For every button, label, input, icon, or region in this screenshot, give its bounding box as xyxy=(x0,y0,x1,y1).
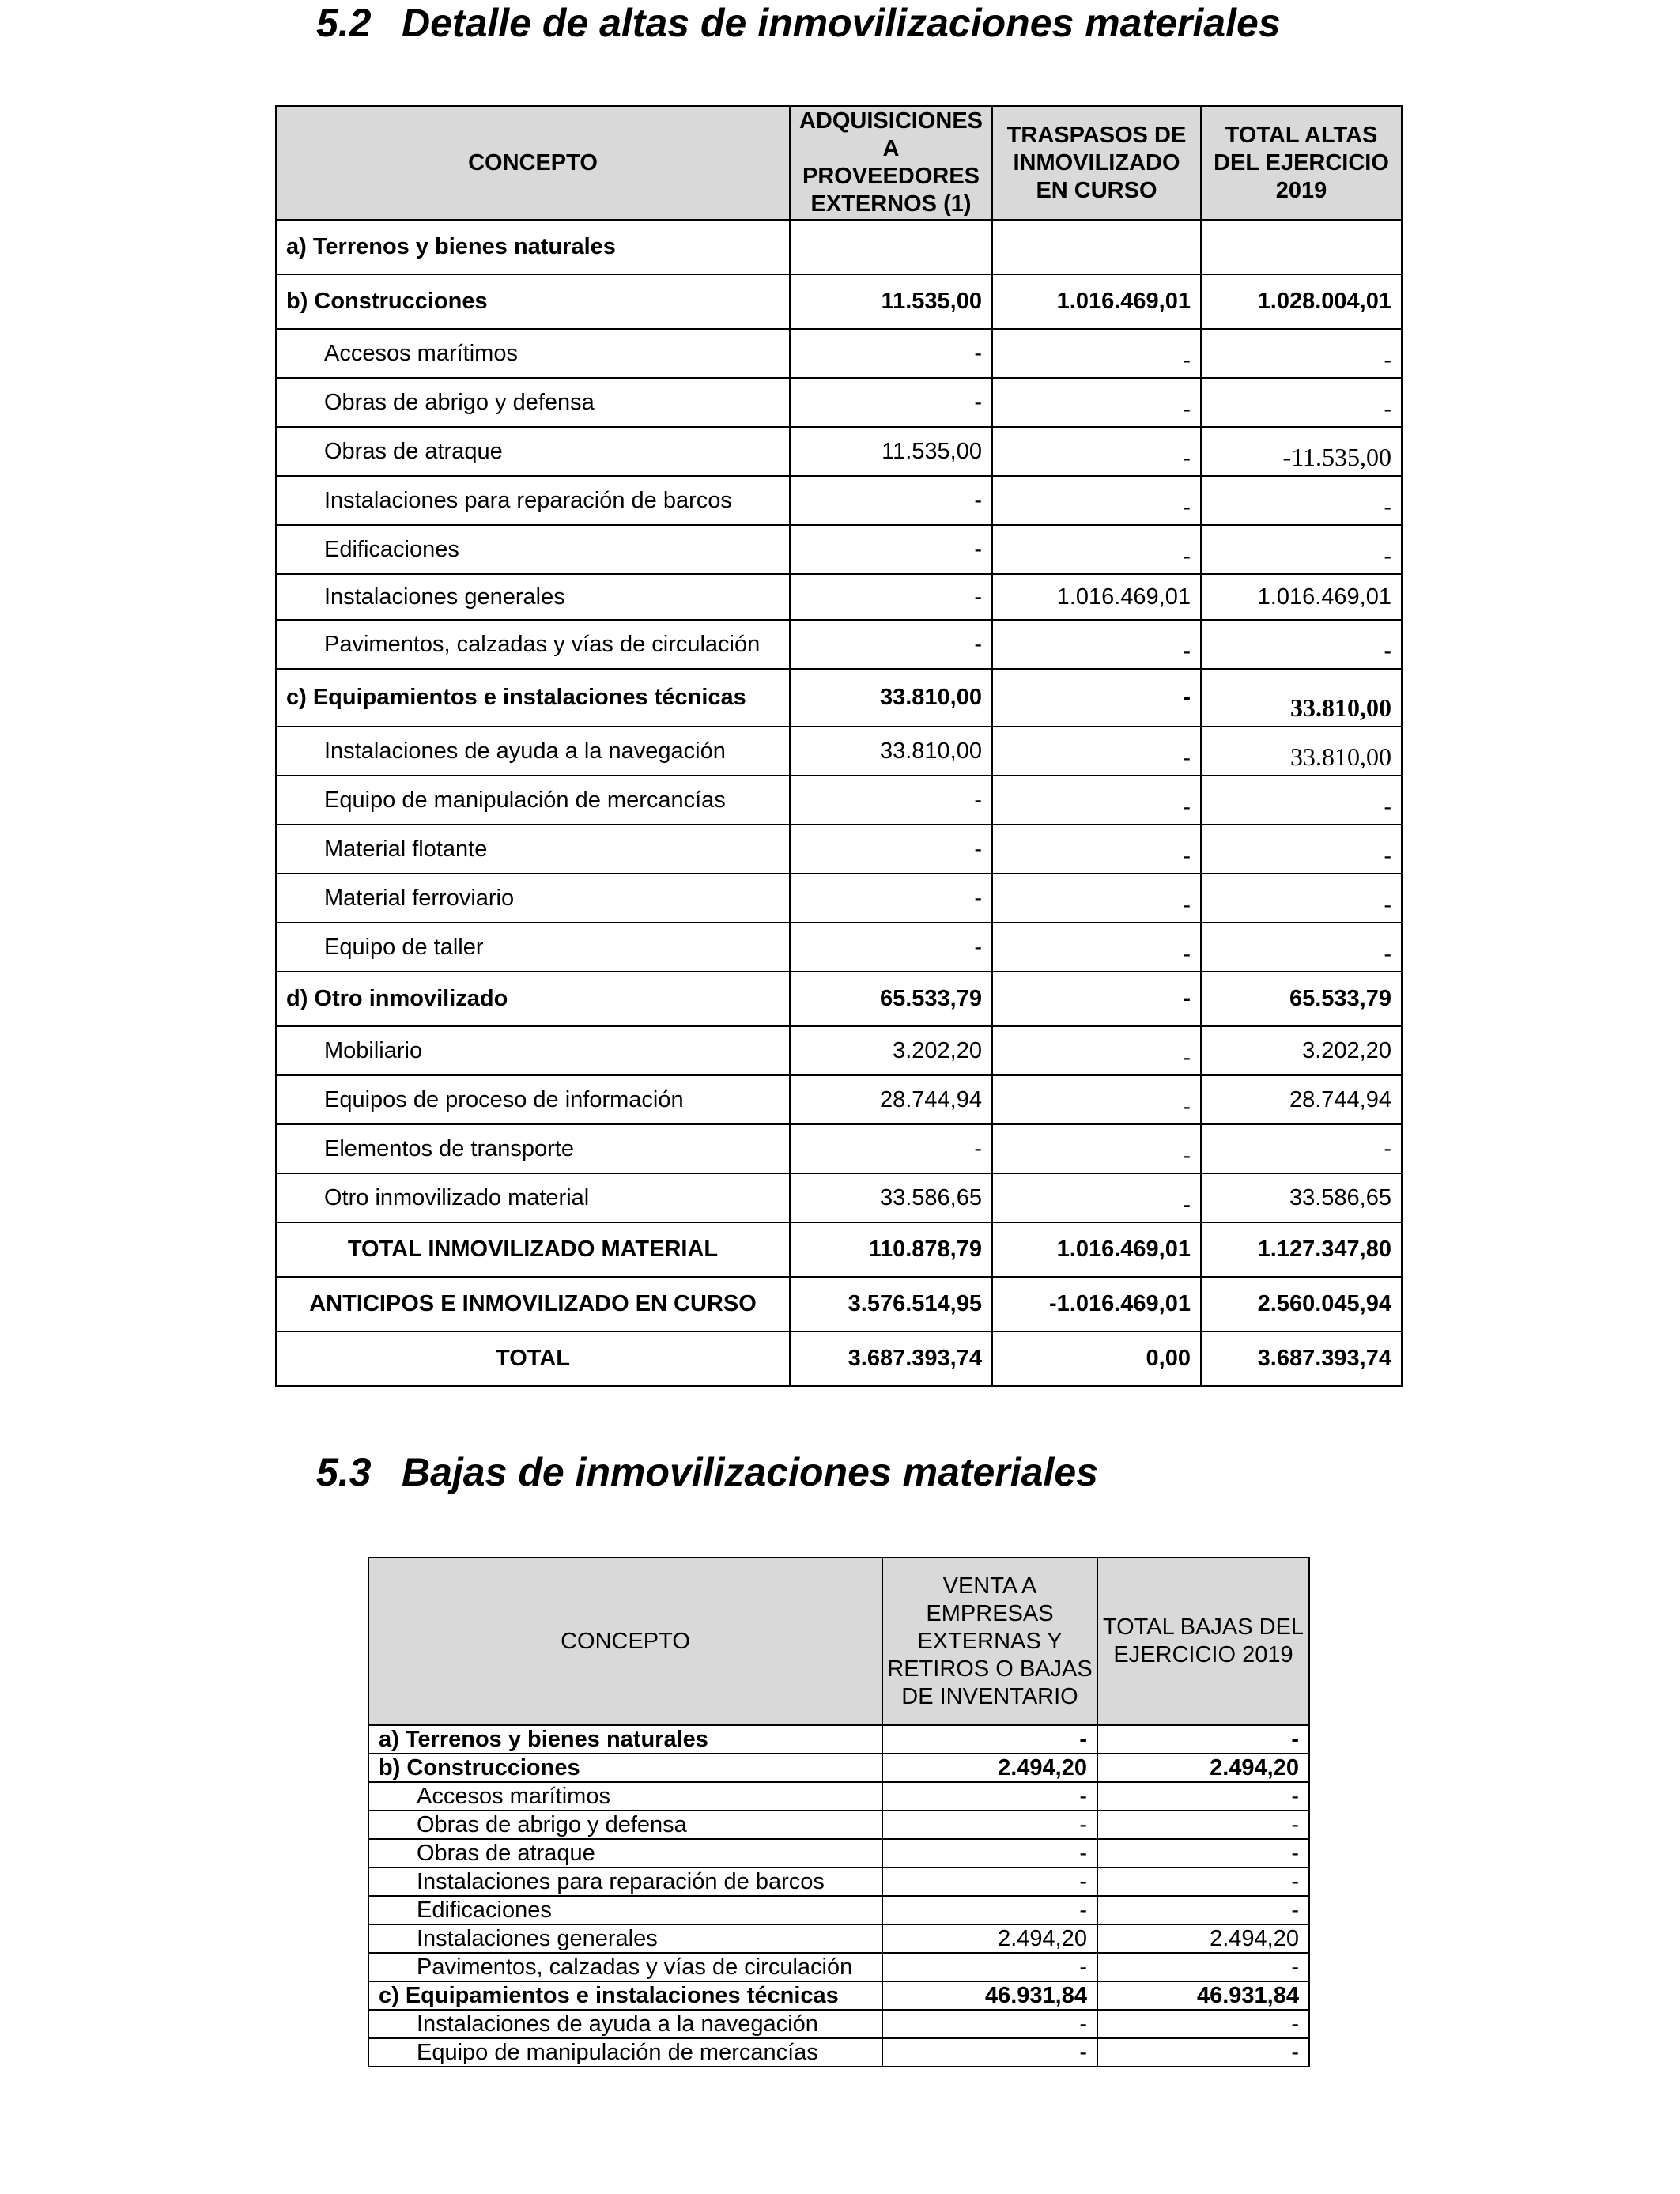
total-altas-cell: - xyxy=(1201,525,1402,574)
adquisiciones-cell: 11.535,00 xyxy=(790,427,992,476)
traspasos-cell: - xyxy=(992,874,1201,923)
traspasos-cell: - xyxy=(992,1075,1201,1124)
header-total-bajas: TOTAL BAJAS DEL EJERCICIO 2019 xyxy=(1097,1558,1309,1725)
concept-cell: b) Construcciones xyxy=(368,1754,882,1782)
adquisiciones-cell: - xyxy=(790,874,992,923)
table-row xyxy=(276,1124,1402,1173)
concept-cell: ANTICIPOS E INMOVILIZADO EN CURSO xyxy=(276,1277,790,1331)
traspasos-cell: 1.016.469,01 xyxy=(992,574,1201,620)
table-row xyxy=(276,525,1402,574)
concept-cell: Obras de abrigo y defensa xyxy=(368,1811,882,1839)
header-adquisiciones: ADQUISICIONES A PROVEEDORES EXTERNOS (1) xyxy=(790,106,992,220)
traspasos-cell: - xyxy=(992,427,1201,476)
concept-cell: c) Equipamientos e instalaciones técnicas xyxy=(368,1981,882,2010)
total-altas-cell: 28.744,94 xyxy=(1201,1075,1402,1124)
total-altas-cell: - xyxy=(1201,923,1402,972)
total-bajas-cell: - xyxy=(1097,1839,1309,1867)
traspasos-cell: 1.016.469,01 xyxy=(992,274,1201,329)
concept-cell: Obras de atraque xyxy=(276,427,790,476)
total-bajas-cell: 2.494,20 xyxy=(1097,1754,1309,1782)
total-altas-cell xyxy=(1201,220,1402,274)
table-row xyxy=(276,874,1402,923)
concept-cell: Equipo de manipulación de mercancías xyxy=(276,776,790,825)
total-bajas-cell: - xyxy=(1097,1782,1309,1811)
table-row xyxy=(276,329,1402,378)
section-title-text: Detalle de altas de inmovilizaciones materiales xyxy=(402,1,1281,45)
traspasos-cell: - xyxy=(992,972,1201,1026)
venta-cell: - xyxy=(882,2010,1097,2038)
total-bajas-cell: - xyxy=(1097,1896,1309,1924)
total-altas-cell: 1.016.469,01 xyxy=(1201,574,1402,620)
table-row xyxy=(368,1725,1309,1754)
total-altas-cell: - xyxy=(1201,620,1402,669)
total-bajas-cell: - xyxy=(1097,1867,1309,1896)
adquisiciones-cell: - xyxy=(790,923,992,972)
concept-cell: a) Terrenos y bienes naturales xyxy=(276,220,790,274)
table-row xyxy=(368,1981,1309,2010)
concept-cell: Accesos marítimos xyxy=(276,329,790,378)
table-row xyxy=(368,1782,1309,1811)
table-row xyxy=(276,727,1402,776)
concept-cell: Instalaciones generales xyxy=(368,1924,882,1953)
table-row xyxy=(276,1222,1402,1277)
traspasos-cell: - xyxy=(992,669,1201,727)
venta-cell: - xyxy=(882,1839,1097,1867)
altas-table xyxy=(275,105,1403,1387)
table-row xyxy=(368,1896,1309,1924)
total-altas-cell: - xyxy=(1201,378,1402,427)
adquisiciones-cell: 33.810,00 xyxy=(790,669,992,727)
table-row xyxy=(276,378,1402,427)
total-altas-cell: 2.560.045,94 xyxy=(1201,1277,1402,1331)
total-altas-cell: 3.202,20 xyxy=(1201,1026,1402,1075)
concept-cell: Pavimentos, calzadas y vías de circulación xyxy=(276,620,790,669)
concept-cell: Edificaciones xyxy=(276,525,790,574)
total-altas-cell: 65.533,79 xyxy=(1201,972,1402,1026)
adquisiciones-cell: 65.533,79 xyxy=(790,972,992,1026)
venta-cell: 2.494,20 xyxy=(882,1754,1097,1782)
concept-cell: Instalaciones de ayuda a la navegación xyxy=(368,2010,882,2038)
traspasos-cell: - xyxy=(992,825,1201,874)
concept-cell: Equipos de proceso de información xyxy=(276,1075,790,1124)
table-row xyxy=(276,825,1402,874)
table-row xyxy=(276,972,1402,1026)
concept-cell: Equipo de manipulación de mercancías xyxy=(368,2038,882,2067)
total-bajas-cell: - xyxy=(1097,1811,1309,1839)
table-row xyxy=(368,2038,1309,2067)
total-altas-cell: - xyxy=(1201,1124,1402,1173)
traspasos-cell: - xyxy=(992,329,1201,378)
total-altas-cell: - xyxy=(1201,825,1402,874)
section-title-text: Bajas de inmovilizaciones materiales xyxy=(402,1450,1098,1494)
traspasos-cell xyxy=(992,220,1201,274)
total-altas-cell: 1.127.347,80 xyxy=(1201,1222,1402,1277)
table-row xyxy=(368,1924,1309,1953)
total-altas-cell: - xyxy=(1201,776,1402,825)
table-row xyxy=(368,1754,1309,1782)
table-header-row xyxy=(368,1558,1309,1725)
header-traspasos: TRASPASOS DE INMOVILIZADO EN CURSO xyxy=(992,106,1201,220)
table-row xyxy=(276,476,1402,525)
header-venta: VENTA A EMPRESAS EXTERNAS Y RETIROS O BAJAS DE INVENTARIO xyxy=(882,1558,1097,1725)
table-row xyxy=(276,574,1402,620)
concept-cell: b) Construcciones xyxy=(276,274,790,329)
section-title-5-2 xyxy=(316,0,1281,46)
table-row xyxy=(276,1075,1402,1124)
table-row xyxy=(276,620,1402,669)
table-row xyxy=(276,776,1402,825)
total-altas-cell: -11.535,00 xyxy=(1201,427,1402,476)
table-row xyxy=(368,1839,1309,1867)
total-bajas-cell: - xyxy=(1097,2038,1309,2067)
venta-cell: - xyxy=(882,1811,1097,1839)
traspasos-cell: 1.016.469,01 xyxy=(992,1222,1201,1277)
adquisiciones-cell: 110.878,79 xyxy=(790,1222,992,1277)
table-row xyxy=(276,923,1402,972)
total-bajas-cell: - xyxy=(1097,1725,1309,1754)
adquisiciones-cell: - xyxy=(790,574,992,620)
concept-cell: Otro inmovilizado material xyxy=(276,1173,790,1222)
concept-cell: Instalaciones de ayuda a la navegación xyxy=(276,727,790,776)
table-row xyxy=(276,1331,1402,1386)
traspasos-cell: - xyxy=(992,378,1201,427)
bajas-table xyxy=(368,1557,1310,2067)
traspasos-cell: -1.016.469,01 xyxy=(992,1277,1201,1331)
table-row xyxy=(276,220,1402,274)
total-altas-cell: 3.687.393,74 xyxy=(1201,1331,1402,1386)
concept-cell: Obras de abrigo y defensa xyxy=(276,378,790,427)
traspasos-cell: - xyxy=(992,620,1201,669)
total-altas-cell: 33.810,00 xyxy=(1201,669,1402,727)
header-concepto: CONCEPTO xyxy=(276,106,790,220)
table-header-row xyxy=(276,106,1402,220)
section-number: 5.2 xyxy=(316,1,372,45)
table-row xyxy=(368,1867,1309,1896)
adquisiciones-cell: - xyxy=(790,329,992,378)
adquisiciones-cell xyxy=(790,220,992,274)
concept-cell: Material flotante xyxy=(276,825,790,874)
adquisiciones-cell: - xyxy=(790,378,992,427)
section-number: 5.3 xyxy=(316,1450,372,1494)
traspasos-cell: 0,00 xyxy=(992,1331,1201,1386)
total-bajas-cell: 46.931,84 xyxy=(1097,1981,1309,2010)
header-concepto: CONCEPTO xyxy=(368,1558,882,1725)
table-row xyxy=(276,1277,1402,1331)
traspasos-cell: - xyxy=(992,1026,1201,1075)
adquisiciones-cell: 33.586,65 xyxy=(790,1173,992,1222)
section-title-5-3 xyxy=(316,1449,1098,1495)
total-bajas-cell: - xyxy=(1097,2010,1309,2038)
traspasos-cell: - xyxy=(992,476,1201,525)
total-altas-cell: - xyxy=(1201,476,1402,525)
total-bajas-cell: - xyxy=(1097,1953,1309,1981)
venta-cell: - xyxy=(882,1725,1097,1754)
concept-cell: Edificaciones xyxy=(368,1896,882,1924)
concept-cell: a) Terrenos y bienes naturales xyxy=(368,1725,882,1754)
adquisiciones-cell: - xyxy=(790,825,992,874)
concept-cell: Accesos marítimos xyxy=(368,1782,882,1811)
traspasos-cell: - xyxy=(992,727,1201,776)
concept-cell: Instalaciones para reparación de barcos xyxy=(276,476,790,525)
traspasos-cell: - xyxy=(992,1124,1201,1173)
venta-cell: 2.494,20 xyxy=(882,1924,1097,1953)
adquisiciones-cell: - xyxy=(790,525,992,574)
traspasos-cell: - xyxy=(992,525,1201,574)
adquisiciones-cell: 3.687.393,74 xyxy=(790,1331,992,1386)
concept-cell: c) Equipamientos e instalaciones técnicas xyxy=(276,669,790,727)
total-altas-cell: 33.586,65 xyxy=(1201,1173,1402,1222)
concept-cell: Elementos de transporte xyxy=(276,1124,790,1173)
venta-cell: - xyxy=(882,1953,1097,1981)
header-total-altas: TOTAL ALTAS DEL EJERCICIO 2019 xyxy=(1201,106,1402,220)
total-altas-cell: 33.810,00 xyxy=(1201,727,1402,776)
concept-cell: TOTAL INMOVILIZADO MATERIAL xyxy=(276,1222,790,1277)
adquisiciones-cell: - xyxy=(790,1124,992,1173)
concept-cell: Instalaciones generales xyxy=(276,574,790,620)
table-row xyxy=(368,2010,1309,2038)
total-altas-cell: 1.028.004,01 xyxy=(1201,274,1402,329)
venta-cell: - xyxy=(882,2038,1097,2067)
altas-table-body xyxy=(276,220,1402,1386)
table-row xyxy=(368,1953,1309,1981)
table-row xyxy=(276,274,1402,329)
total-altas-cell: - xyxy=(1201,874,1402,923)
adquisiciones-cell: 33.810,00 xyxy=(790,727,992,776)
traspasos-cell: - xyxy=(992,1173,1201,1222)
concept-cell: Pavimentos, calzadas y vías de circulación xyxy=(368,1953,882,1981)
concept-cell: Mobiliario xyxy=(276,1026,790,1075)
venta-cell: - xyxy=(882,1782,1097,1811)
total-altas-cell: - xyxy=(1201,329,1402,378)
concept-cell: d) Otro inmovilizado xyxy=(276,972,790,1026)
concept-cell: Material ferroviario xyxy=(276,874,790,923)
concept-cell: Equipo de taller xyxy=(276,923,790,972)
adquisiciones-cell: 3.576.514,95 xyxy=(790,1277,992,1331)
adquisiciones-cell: - xyxy=(790,476,992,525)
venta-cell: - xyxy=(882,1896,1097,1924)
table-row xyxy=(276,1173,1402,1222)
table-row xyxy=(368,1811,1309,1839)
traspasos-cell: - xyxy=(992,776,1201,825)
concept-cell: Instalaciones para reparación de barcos xyxy=(368,1867,882,1896)
table-row xyxy=(276,427,1402,476)
adquisiciones-cell: 11.535,00 xyxy=(790,274,992,329)
traspasos-cell: - xyxy=(992,923,1201,972)
adquisiciones-cell: - xyxy=(790,620,992,669)
concept-cell: Obras de atraque xyxy=(368,1839,882,1867)
venta-cell: 46.931,84 xyxy=(882,1981,1097,2010)
bajas-table-body xyxy=(368,1725,1309,2067)
adquisiciones-cell: 28.744,94 xyxy=(790,1075,992,1124)
total-bajas-cell: 2.494,20 xyxy=(1097,1924,1309,1953)
adquisiciones-cell: - xyxy=(790,776,992,825)
venta-cell: - xyxy=(882,1867,1097,1896)
adquisiciones-cell: 3.202,20 xyxy=(790,1026,992,1075)
concept-cell: TOTAL xyxy=(276,1331,790,1386)
table-row xyxy=(276,669,1402,727)
table-row xyxy=(276,1026,1402,1075)
